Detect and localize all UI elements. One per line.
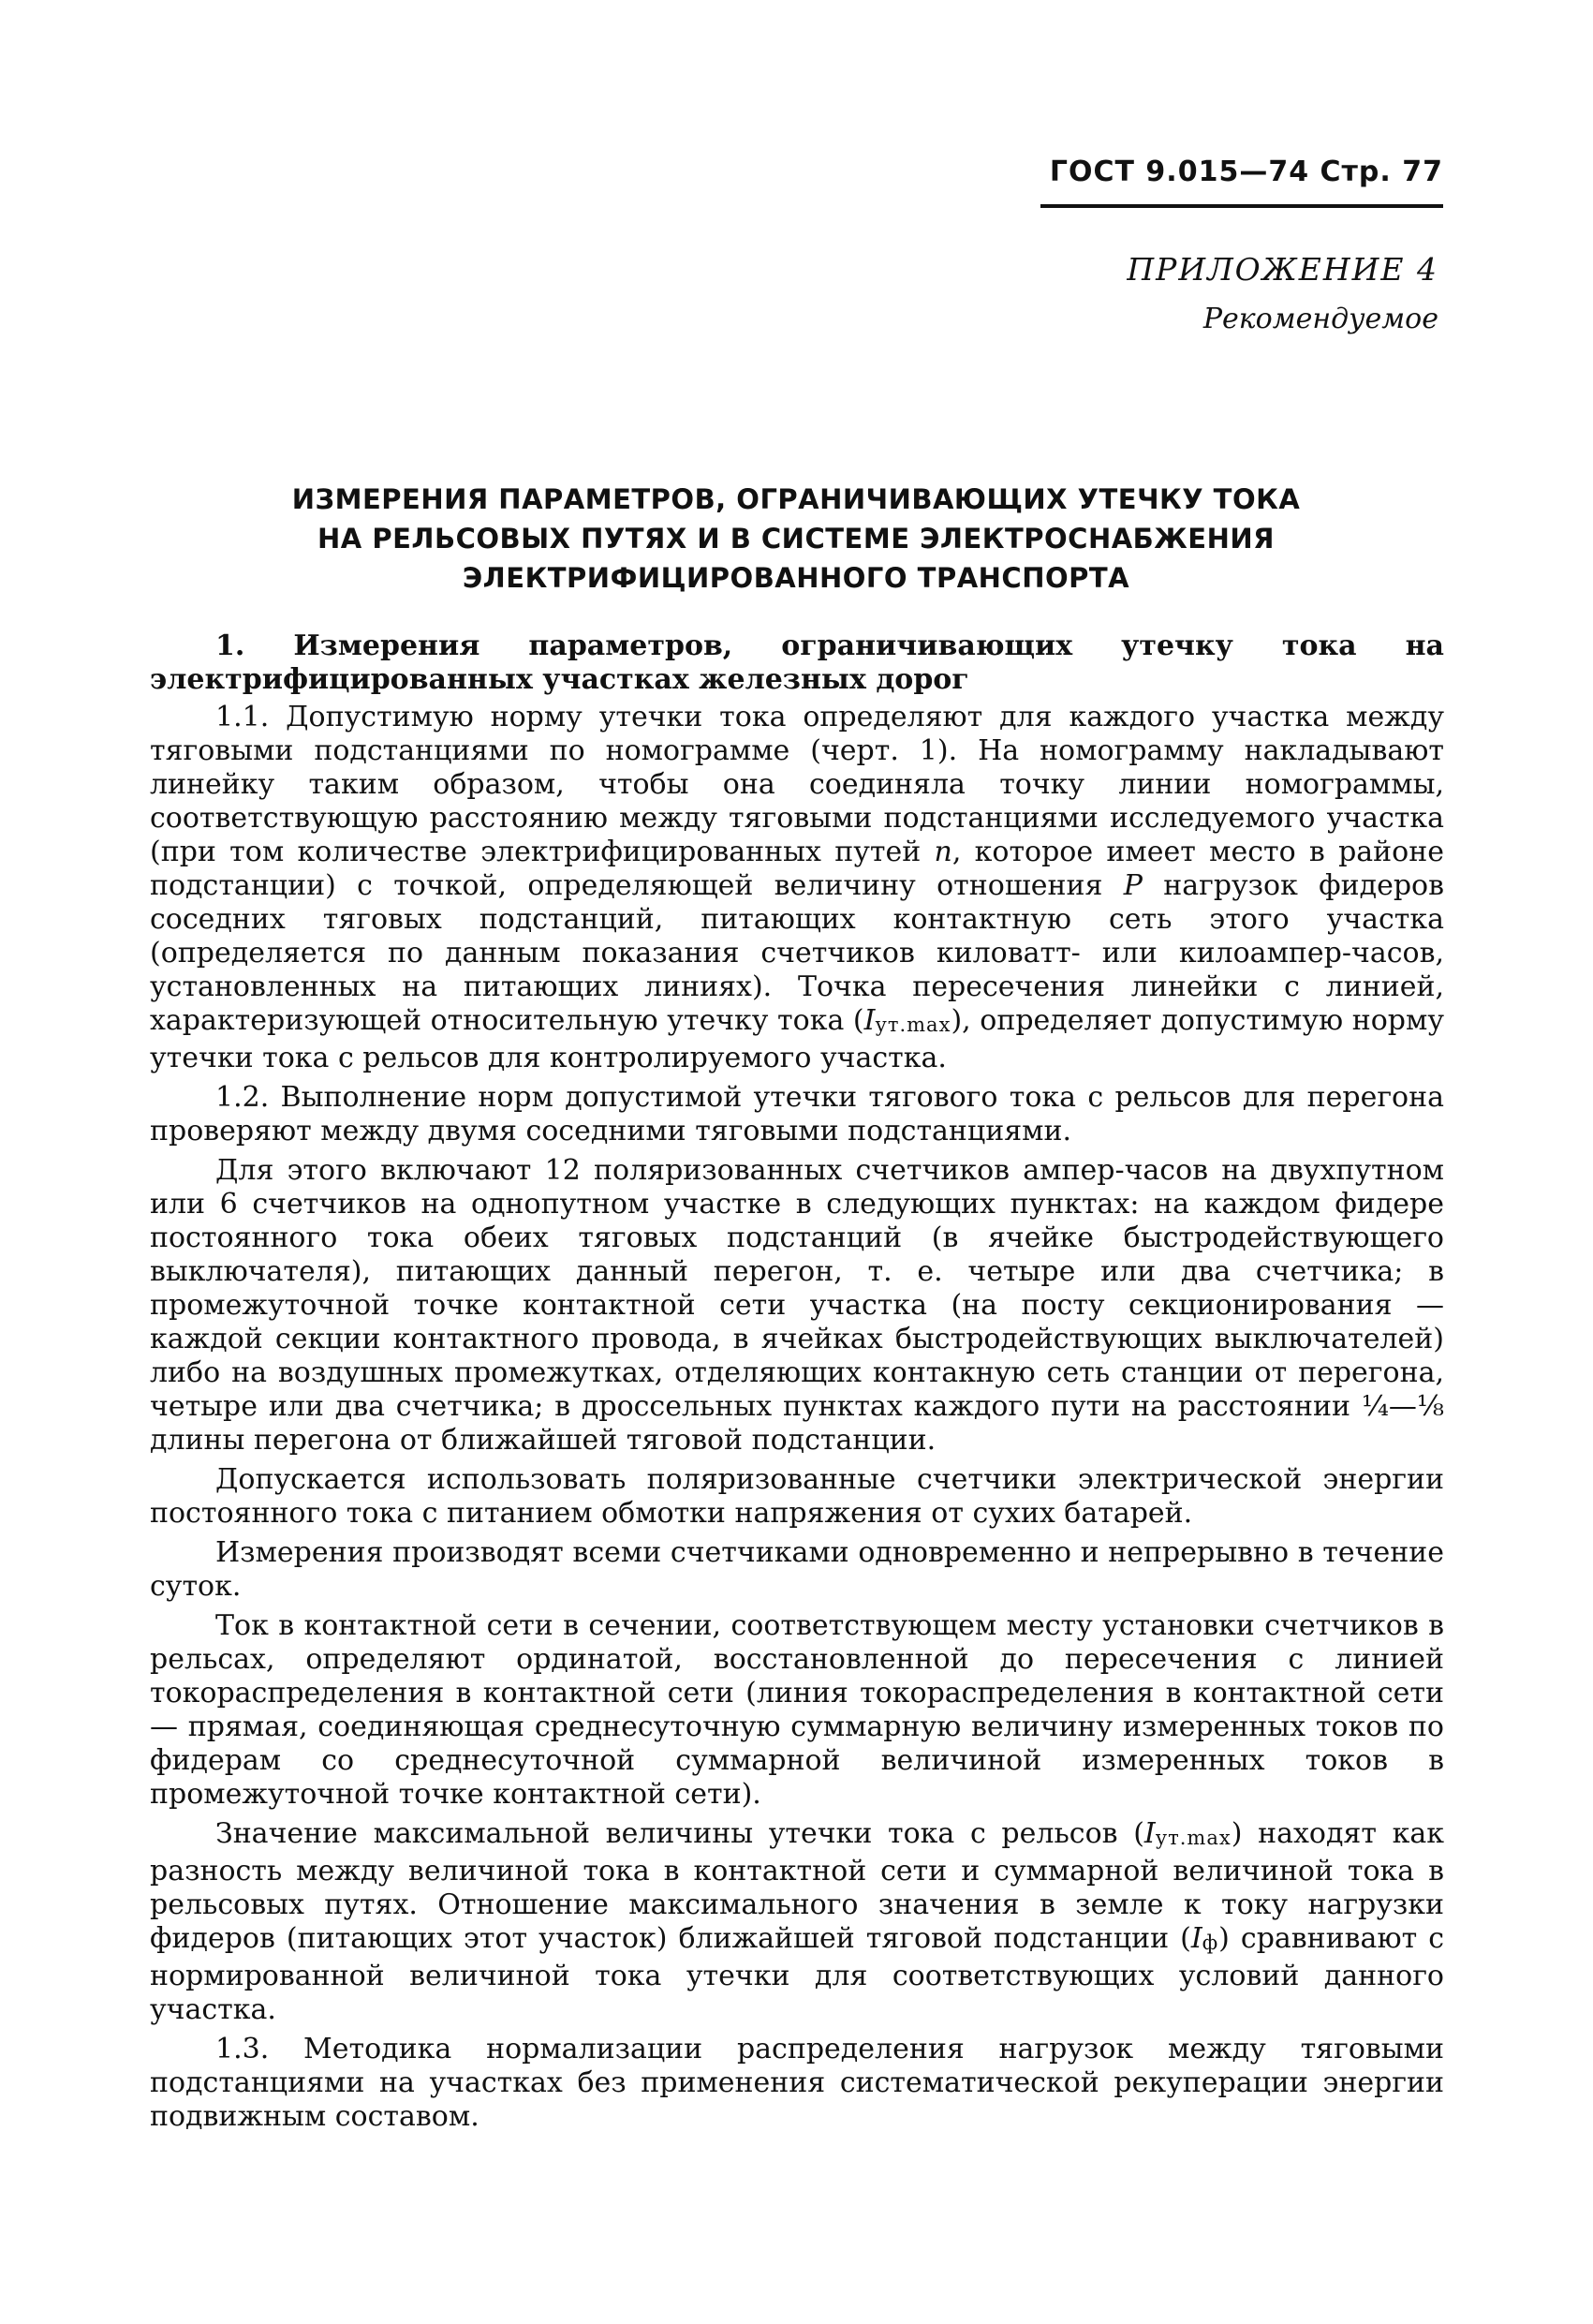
p11-text-d: ), определяет допустимую норму утечки тока с рельсов для контролируемого участка.	[150, 1004, 1444, 1074]
pmax-symbol-1: I	[1143, 1817, 1156, 1850]
pmax-text-c: ) сравнивают с нормированной величиной тока утечки для соответствующих условий данного участка.	[150, 1922, 1445, 2026]
p11-symbol-i: I	[863, 1004, 876, 1037]
paragraph-max-leak	[150, 1817, 1444, 2027]
appendix-label: ПРИЛОЖЕНИЕ 4	[1127, 251, 1438, 288]
section-1-heading: 1. Измерения параметров, ограничивающих утечку тока на электрифицированных участках железных дорог	[150, 629, 1444, 696]
p11-text-b: , которое имеет место в районе подстанции) с точкой, определяющей величину отношения	[150, 836, 1444, 902]
pmax-symbol-2: I	[1190, 1922, 1202, 1955]
paragraph-1-3: 1.3. Методика нормализации распределения нагрузок между тяговыми подстанциями на участках без применения систематической рекуперации энергии подвижным составом.	[150, 2033, 1444, 2133]
p11-symbol-n: n	[934, 836, 952, 868]
paragraph-1-1	[150, 701, 1444, 1075]
header-rule	[1040, 204, 1443, 208]
document-body	[150, 629, 1444, 2139]
appendix-sublabel: Рекомендуемое	[1202, 303, 1438, 335]
paragraph-1-2: 1.2. Выполнение норм допустимой утечки тягового тока с рельсов для перегона проверяют между двумя соседними тяговыми подстанциями.	[150, 1081, 1444, 1147]
p11-text-c: нагрузок фидеров соседних тяговых подстанций, питающих контактную сеть этого участка (определяется по данным показания счетчиков киловатт- или килоампер-часов, установленных на питающих линиях). Точка пересечения линейки с линией, характеризующей относительную утечку тока (	[150, 869, 1445, 1037]
paragraph-allowed: Допускается использовать поляризованные счетчики электрической энергии постоянного тока с питанием обмотки напряжения от сухих батарей.	[150, 1463, 1444, 1530]
paragraph-measure: Измерения производят всеми счетчиками одновременно и непрерывно в течение суток.	[150, 1536, 1444, 1603]
paragraph-meters: Для этого включают 12 поляризованных счетчиков ампер-часов на двухпутном или 6 счетчиков на однопутном участке в следующих пунктах: на каждом фидере постоянного тока обеих тяговых подстанций (в ячейке быстродействующего выключателя), питающих данный перегон, т. е. четыре или два счетчика; в промежуточной точке контактной сети участка (на посту секционирования — каждой секции контактного провода, в ячейках быстродействующих выключателей) либо на воздушных промежутках, отделяющих контакную сеть станции от перегона, четыре или два счетчика; в дроссельных пунктах каждого пути на расстоянии ¼—⅛ длины перегона от ближайшей тяговой подстанции.	[150, 1154, 1444, 1457]
p11-text-a: 1.1. Допустимую норму утечки тока определяют для каждого участка между тяговыми подстанциями по номограмме (черт. 1). На номограмму накладывают линейку таким образом, чтобы она соединяла точку линии номограммы, соответствующую расстоянию между тяговыми подстанциями исследуемого участка (при том количестве электрифицированных путей	[150, 701, 1444, 868]
pmax-text-a: Значение максимальной величины утечки тока с рельсов (	[215, 1817, 1144, 1850]
title-line-2: НА РЕЛЬСОВЫХ ПУТЯХ И В СИСТЕМЕ ЭЛЕКТРОСНАБЖЕНИЯ	[317, 523, 1275, 555]
pmax-subscript-2: ф	[1202, 1932, 1219, 1954]
p11-subscript: ут.max	[875, 1014, 951, 1036]
pmax-text-b: ) находят как разность между величиной тока в контактной сети и суммарной величиной тока в рельсовых путях. Отношение максимального значения в земле к току нагрузки фидеров (питающих этот участок) ближайшей тяговой подстанции (	[150, 1817, 1444, 1955]
paragraph-current: Ток в контактной сети в сечении, соответствующем месту установки счетчиков в рельсах, определяют ординатой, восстановленной до пересечения с линией токораспределения в контактной сети (линия токораспределения в контактной сети — прямая, соединяющая среднесуточную суммарную величину измеренных токов по фидерам со среднесуточной суммарной величиной измеренных токов в промежуточной точке контактной сети).	[150, 1609, 1444, 1811]
title-line-3: ЭЛЕКТРИФИЦИРОВАННОГО ТРАНСПОРТА	[462, 562, 1130, 594]
p11-symbol-p: P	[1123, 869, 1143, 902]
pmax-subscript-1: ут.max	[1155, 1827, 1232, 1849]
title-line-1: ИЗМЕРЕНИЯ ПАРАМЕТРОВ, ОГРАНИЧИВАЮЩИХ УТЕЧКУ ТОКА	[291, 483, 1301, 515]
appendix-block	[1127, 251, 1438, 335]
page-header: ГОСТ 9.015—74 Стр. 77	[1049, 155, 1443, 188]
document-title	[206, 480, 1386, 598]
